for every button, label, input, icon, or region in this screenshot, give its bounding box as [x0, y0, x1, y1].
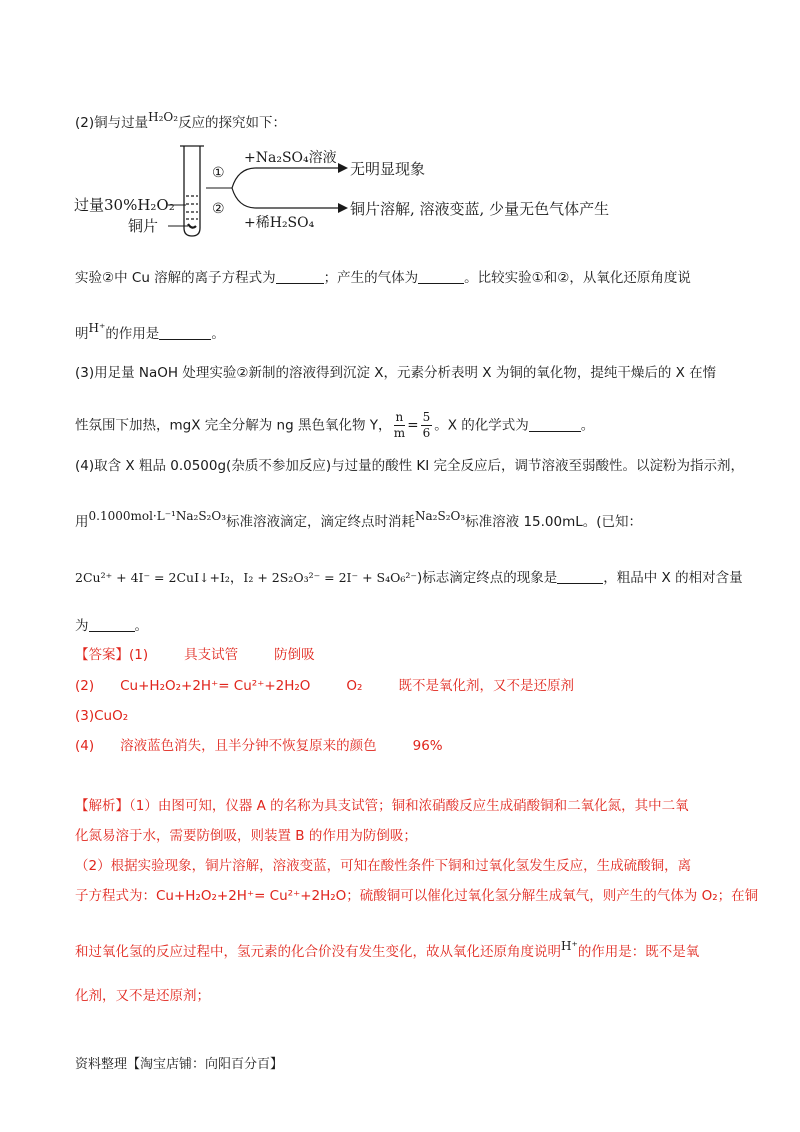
- q3-line2-text-b: 。X 的化学式为: [434, 417, 529, 434]
- fraction-n-over-m: [394, 410, 406, 441]
- q2-line-2: [75, 318, 225, 344]
- q2-line2-text-b: 的作用是: [105, 326, 160, 342]
- analysis-text-5a: 和过氧化氢的反应过程中，氢元素的化合价没有发生变化，故从氧化还原角度说明: [75, 944, 561, 960]
- answer-line-2: [75, 676, 574, 696]
- answer-blank[interactable]: [276, 269, 324, 284]
- q4-line4-text-a: 为: [75, 618, 89, 634]
- analysis-line-6: [75, 986, 210, 1006]
- analysis-text-1: 【解析】（1）由图可知，仪器 A 的名称为具支试管；铜和浓硝酸反应生成硝酸铜和二氧化氮，其中二氧: [75, 798, 689, 814]
- q4-line3-text-b: )标志滴定终点的现象是: [416, 570, 558, 586]
- q2-intro-reagent: H₂O₂: [148, 110, 179, 124]
- answer-2-2: O₂: [346, 678, 363, 694]
- q4-line-3: [75, 568, 743, 588]
- fraction-numerator: 5: [422, 410, 431, 424]
- answer-4-2: 96%: [412, 738, 443, 754]
- q4-line1-text: (4)取含 X 粗品 0.0500g(杂质不参加反应)与过量的酸性 KI 完全反应后，调节溶液至弱酸性。以淀粉为指示剂，: [75, 458, 745, 474]
- answer-2-label: (2): [75, 678, 95, 694]
- analysis-line-1: [75, 796, 689, 816]
- page-footer: 资料整理【淘宝店铺：向阳百分百】: [75, 1057, 284, 1072]
- q3-line-2: [75, 410, 594, 441]
- fraction-equals: =: [407, 417, 419, 434]
- circle-2-label: ②: [212, 201, 225, 217]
- result-1-label: 无明显现象: [350, 160, 426, 178]
- q4-line3-text-c: ，粗品中 X 的相对含量: [603, 570, 743, 586]
- answer-line-3: [75, 706, 128, 726]
- result-2-label: 铜片溶解, 溶液变蓝, 少量无色气体产生: [350, 200, 610, 218]
- q2-line2-text-c: 。: [211, 326, 225, 342]
- q2-line1-text-c: 。比较实验①和②，从氧化还原角度说: [464, 270, 691, 286]
- q3-line1-text: (3)用足量 NaOH 处理实验②新制的溶液得到沉淀 X，元素分析表明 X 为铜的氧化物，提纯干燥后的 X 在惰: [75, 365, 717, 381]
- q3-line2-text-a: 性氛围下加热，mgX 完全分解为 ng 黑色氧化物 Y，: [75, 417, 392, 434]
- left-label-copper: 铜片: [128, 217, 159, 235]
- q4-line4-text-b: 。: [134, 618, 148, 634]
- analysis-ion: H⁺: [561, 939, 578, 953]
- q4-line-2: [75, 506, 642, 532]
- equation-2: I₂ + 2S₂O₃²⁻ = 2I⁻ + S₄O₆²⁻: [243, 570, 417, 585]
- q4-line-4: [75, 616, 148, 636]
- q2-line1-text-a: 实验②中 Cu 溶解的离子方程式为: [75, 270, 276, 286]
- q2-line2-text-a: 明: [75, 326, 89, 342]
- q2-line-1: [75, 268, 691, 288]
- analysis-line-3: [75, 856, 691, 876]
- answer-line-1: [75, 645, 315, 665]
- q4-line2-text-b: 标准溶液滴定，滴定终点时消耗: [226, 514, 416, 530]
- test-tube-icon: [180, 146, 204, 236]
- fraction-denominator: m: [393, 426, 406, 440]
- answer-label: 【答案】(1): [75, 647, 149, 663]
- q2-line1-text-b: ；产生的气体为: [323, 270, 419, 286]
- analysis-text-6: 化剂，又不是还原剂；: [75, 988, 210, 1004]
- q2-line2-ion: H⁺: [88, 321, 106, 335]
- circle-1-label: ①: [212, 165, 225, 181]
- analysis-text-5b: 的作用是：既不是氧: [577, 944, 700, 960]
- q2-intro-prefix: (2)铜与过量: [75, 115, 149, 131]
- q3-line2-text-c: 。: [580, 417, 595, 434]
- answer-1-2: 防倒吸: [274, 647, 315, 663]
- answer-blank[interactable]: [529, 417, 581, 432]
- answer-blank[interactable]: [159, 325, 211, 340]
- q2-intro-suffix: 反应的探究如下：: [178, 115, 287, 131]
- analysis-line-2: [75, 826, 417, 846]
- q3-line-1: [75, 363, 716, 383]
- fraction-numerator: n: [395, 410, 404, 424]
- analysis-text-3: （2）根据实验现象，铜片溶解，溶液变蓝，可知在酸性条件下铜和过氧化氢发生反应，生成硫酸铜，离: [75, 858, 692, 874]
- fraction-denominator: 6: [422, 426, 431, 440]
- fraction-5-over-6: [421, 410, 433, 441]
- equation-separator: ，: [229, 570, 244, 586]
- answer-3: (3)CuO₂: [75, 708, 129, 724]
- q4-concentration: 0.1000mol·L⁻¹Na₂S₂O₃: [88, 509, 227, 523]
- q4-line-1: [75, 456, 744, 476]
- q4-reagent: Na₂S₂O₃: [415, 509, 466, 523]
- equation-1: 2Cu²⁺ + 4I⁻ = 2CuI↓+I₂: [75, 570, 230, 585]
- reagent-1-label: +Na₂SO₄溶液: [244, 150, 337, 166]
- reagent-2-label: +稀H₂SO₄: [244, 215, 315, 231]
- analysis-line-4: [75, 886, 758, 906]
- answer-1-1: 具支试管: [184, 647, 239, 663]
- analysis-text-2: 化氮易溶于水，需要防倒吸，则装置 B 的作用为防倒吸；: [75, 828, 417, 844]
- answer-2-1: Cu+H₂O₂+2H⁺= Cu²⁺+2H₂O: [120, 678, 311, 694]
- left-label-h2o2: 过量30%H₂O₂: [74, 196, 175, 214]
- answer-4-label: (4): [75, 738, 95, 754]
- answer-blank[interactable]: [418, 269, 464, 284]
- answer-line-4: [75, 736, 443, 756]
- answer-4-1: 溶液蓝色消失，且半分钟不恢复原来的颜色: [120, 738, 377, 754]
- q4-line2-text-a: 用: [75, 514, 89, 530]
- answer-2-3: 既不是氧化剂，又不是还原剂: [398, 678, 574, 694]
- analysis-line-5: [75, 936, 699, 962]
- answer-blank[interactable]: [557, 569, 603, 584]
- q4-line2-text-c: 标准溶液 15.00mL。(已知：: [465, 514, 643, 530]
- analysis-text-4: 子方程式为：Cu+H₂O₂+2H⁺= Cu²⁺+2H₂O；硫酸铜可以催化过氧化氢分解生成氧气，则产生的气体为 O₂；在铜: [75, 888, 759, 904]
- answer-blank[interactable]: [89, 617, 135, 632]
